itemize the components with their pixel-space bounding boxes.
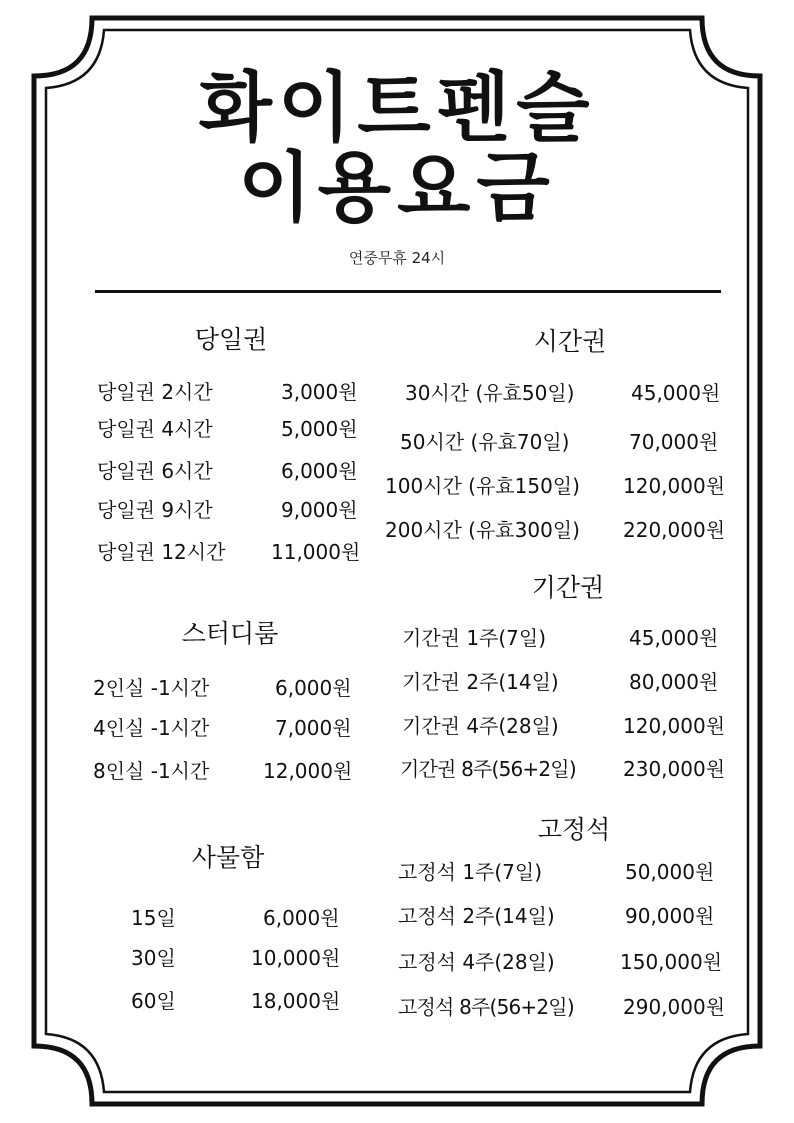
item-name: 고정석 8주(56+2일) — [398, 995, 574, 1019]
item-price: 7,000원 — [275, 716, 352, 740]
item-price: 150,000원 — [620, 950, 723, 974]
item-price: 80,000원 — [629, 670, 719, 694]
item-price: 45,000원 — [631, 381, 721, 405]
item-name: 30시간 (유효50일) — [405, 381, 575, 405]
item-price: 6,000원 — [281, 459, 358, 483]
item-price: 11,000원 — [271, 540, 361, 564]
item-name: 4인실 -1시간 — [93, 716, 210, 740]
item-name: 기간권 4주(28일) — [402, 714, 559, 738]
item-name: 30일 — [131, 946, 176, 970]
item-price: 120,000원 — [623, 714, 726, 738]
item-name: 60일 — [131, 989, 176, 1013]
subtitle: 연중무휴 24시 — [348, 249, 446, 267]
item-price: 230,000원 — [623, 757, 726, 781]
item-price: 10,000원 — [251, 946, 341, 970]
item-name: 당일권 2시간 — [97, 380, 213, 404]
item-name: 100시간 (유효150일) — [385, 474, 580, 498]
item-name: 당일권 4시간 — [97, 417, 213, 441]
item-price: 70,000원 — [629, 430, 719, 454]
item-name: 8인실 -1시간 — [93, 759, 210, 783]
item-name: 기간권 1주(7일) — [402, 626, 547, 650]
section-title-day-pass: 당일권 — [194, 325, 268, 354]
item-price: 6,000원 — [263, 906, 340, 930]
section-title-time-pass: 시간권 — [533, 327, 607, 356]
item-price: 50,000원 — [625, 860, 715, 884]
item-name: 200시간 (유효300일) — [385, 518, 580, 542]
item-name: 고정석 1주(7일) — [398, 860, 543, 884]
section-title-period-pass: 기간권 — [531, 573, 605, 602]
item-name: 고정석 4주(28일) — [398, 950, 555, 974]
item-name: 기간권 8주(56+2일) — [400, 757, 576, 781]
item-name: 당일권 12시간 — [97, 540, 226, 564]
item-price: 290,000원 — [623, 995, 726, 1019]
item-price: 18,000원 — [251, 989, 341, 1013]
divider — [95, 290, 721, 293]
item-price: 3,000원 — [281, 380, 358, 404]
item-price: 120,000원 — [623, 474, 726, 498]
item-price: 45,000원 — [629, 626, 719, 650]
section-title-fixed-seat: 고정석 — [537, 815, 611, 844]
item-price: 9,000원 — [281, 498, 358, 522]
item-price: 90,000원 — [625, 904, 715, 928]
item-price: 220,000원 — [623, 518, 726, 542]
item-price: 5,000원 — [281, 417, 358, 441]
title-line-2: 이용요금 — [238, 143, 556, 232]
title-line-1: 화이트펜슬 — [198, 63, 596, 152]
item-name: 50시간 (유효70일) — [400, 430, 570, 454]
section-title-locker: 사물함 — [191, 843, 265, 872]
item-name: 당일권 6시간 — [97, 459, 213, 483]
item-name: 고정석 2주(14일) — [398, 904, 555, 928]
item-price: 6,000원 — [275, 676, 352, 700]
item-name: 2인실 -1시간 — [93, 676, 210, 700]
item-price: 12,000원 — [263, 759, 353, 783]
item-name: 당일권 9시간 — [97, 498, 213, 522]
item-name: 기간권 2주(14일) — [402, 670, 559, 694]
item-name: 15일 — [131, 906, 176, 930]
section-title-study-room: 스터디룸 — [181, 619, 279, 648]
